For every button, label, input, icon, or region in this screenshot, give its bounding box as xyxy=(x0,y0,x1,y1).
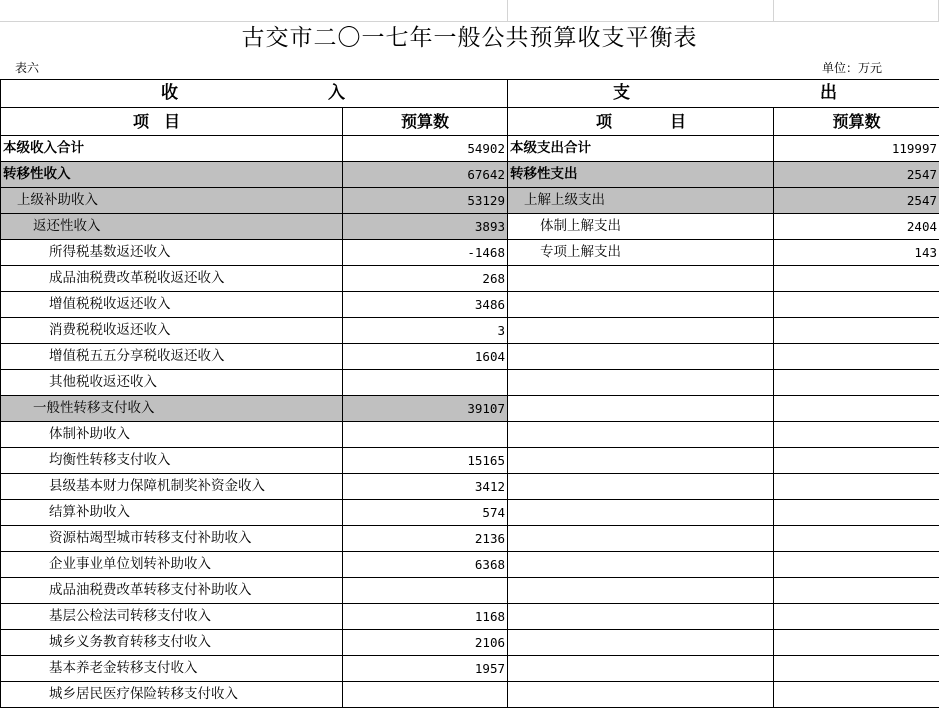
expense-label-cell[interactable] xyxy=(508,292,774,318)
expense-label-cell[interactable]: 转移性支出 xyxy=(508,162,774,188)
expense-label-cell[interactable] xyxy=(508,448,774,474)
income-value-cell[interactable] xyxy=(343,422,508,448)
expense-label-cell[interactable]: 体制上解支出 xyxy=(508,214,774,240)
income-label-cell[interactable]: 消费税税收返还收入 xyxy=(1,318,343,344)
income-value-cell[interactable]: 53129 xyxy=(343,188,508,214)
expense-value-cell[interactable]: 143 xyxy=(774,240,939,266)
expense-label-cell[interactable] xyxy=(508,474,774,500)
income-value-cell[interactable]: 3893 xyxy=(343,214,508,240)
table-row xyxy=(1,318,939,344)
income-label-cell[interactable]: 上级补助收入 xyxy=(1,188,343,214)
expense-label-cell[interactable] xyxy=(508,578,774,604)
table-row xyxy=(1,240,939,266)
income-value-cell[interactable]: 15165 xyxy=(343,448,508,474)
expense-value-cell[interactable]: 2547 xyxy=(774,162,939,188)
income-label-cell[interactable]: 增值税税收返还收入 xyxy=(1,292,343,318)
income-label-cell[interactable]: 返还性收入 xyxy=(1,214,343,240)
expense-value-cell[interactable] xyxy=(774,448,939,474)
expense-label-cell[interactable] xyxy=(508,318,774,344)
income-header-char-1: 收 xyxy=(161,83,178,103)
income-value-cell[interactable]: 67642 xyxy=(343,162,508,188)
income-value-cell[interactable]: 1957 xyxy=(343,656,508,682)
table-row xyxy=(1,500,939,526)
expense-value-cell[interactable] xyxy=(774,630,939,656)
expense-label-cell[interactable] xyxy=(508,396,774,422)
table-row xyxy=(1,214,939,240)
table-row xyxy=(1,474,939,500)
income-label-cell[interactable]: 其他税收返还收入 xyxy=(1,370,343,396)
expense-label-cell[interactable]: 专项上解支出 xyxy=(508,240,774,266)
income-budget-header[interactable]: 预算数 xyxy=(343,108,508,136)
income-label-cell[interactable]: 所得税基数返还收入 xyxy=(1,240,343,266)
budget-balance-table xyxy=(0,79,939,708)
expense-section-header[interactable] xyxy=(508,80,939,108)
income-label-cell[interactable]: 县级基本财力保障机制奖补资金收入 xyxy=(1,474,343,500)
income-value-cell[interactable]: 3412 xyxy=(343,474,508,500)
table-row xyxy=(1,578,939,604)
income-label-cell[interactable]: 基本养老金转移支付收入 xyxy=(1,656,343,682)
income-label-cell[interactable]: 本级收入合计 xyxy=(1,136,343,162)
table-row xyxy=(1,682,939,708)
expense-value-cell[interactable] xyxy=(774,266,939,292)
income-value-cell[interactable] xyxy=(343,682,508,708)
income-value-cell[interactable]: 39107 xyxy=(343,396,508,422)
table-row xyxy=(1,448,939,474)
income-value-cell[interactable]: 1168 xyxy=(343,604,508,630)
income-label-cell[interactable]: 城乡义务教育转移支付收入 xyxy=(1,630,343,656)
item-header-char-2: 目 xyxy=(163,112,180,131)
expense-label-cell[interactable]: 本级支出合计 xyxy=(508,136,774,162)
expense-value-cell[interactable] xyxy=(774,500,939,526)
expense-value-cell[interactable] xyxy=(774,604,939,630)
expense-value-cell[interactable] xyxy=(774,526,939,552)
income-value-cell[interactable]: 1604 xyxy=(343,344,508,370)
income-value-cell[interactable]: -1468 xyxy=(343,240,508,266)
expense-label-cell[interactable] xyxy=(508,604,774,630)
income-label-cell[interactable]: 成品油税费改革税收返还收入 xyxy=(1,266,343,292)
expense-label-cell[interactable] xyxy=(508,266,774,292)
expense-label-cell[interactable] xyxy=(508,552,774,578)
expense-label-cell[interactable]: 上解上级支出 xyxy=(508,188,774,214)
income-label-cell[interactable]: 基层公检法司转移支付收入 xyxy=(1,604,343,630)
expense-value-cell[interactable] xyxy=(774,578,939,604)
expense-value-cell[interactable] xyxy=(774,396,939,422)
table-row xyxy=(1,266,939,292)
income-value-cell[interactable]: 268 xyxy=(343,266,508,292)
sheet-grid-top xyxy=(0,0,939,22)
table-row xyxy=(1,188,939,214)
expense-label-cell[interactable] xyxy=(508,500,774,526)
expense-label-cell[interactable] xyxy=(508,630,774,656)
expense-value-cell[interactable]: 2547 xyxy=(774,188,939,214)
table-row xyxy=(1,656,939,682)
expense-label-cell[interactable] xyxy=(508,344,774,370)
expense-value-cell[interactable] xyxy=(774,318,939,344)
income-header-char-2: 入 xyxy=(328,83,345,103)
income-value-cell[interactable]: 54902 xyxy=(343,136,508,162)
expense-value-cell[interactable] xyxy=(774,344,939,370)
income-item-header[interactable] xyxy=(1,108,343,136)
table-row xyxy=(1,162,939,188)
table-row xyxy=(1,630,939,656)
table-row xyxy=(1,136,939,162)
income-label-cell[interactable]: 企业事业单位划转补助收入 xyxy=(1,552,343,578)
expense-label-cell[interactable] xyxy=(508,656,774,682)
table-row xyxy=(1,370,939,396)
unit-label: 单位：万元 xyxy=(822,61,883,75)
table-row xyxy=(1,422,939,448)
expense-value-cell[interactable] xyxy=(774,292,939,318)
expense-value-cell[interactable] xyxy=(774,656,939,682)
item-header-char-1: 项 xyxy=(133,112,150,131)
income-label-cell[interactable]: 均衡性转移支付收入 xyxy=(1,448,343,474)
expense-label-cell[interactable] xyxy=(508,526,774,552)
income-value-cell[interactable]: 6368 xyxy=(343,552,508,578)
income-value-cell[interactable]: 3486 xyxy=(343,292,508,318)
page-title: 古交市二〇一七年一般公共预算收支平衡表 xyxy=(241,25,698,51)
income-value-cell[interactable]: 2106 xyxy=(343,630,508,656)
income-value-cell[interactable] xyxy=(343,370,508,396)
income-label-cell[interactable]: 结算补助收入 xyxy=(1,500,343,526)
expense-value-cell[interactable] xyxy=(774,370,939,396)
expense-value-cell[interactable] xyxy=(774,552,939,578)
table-row xyxy=(1,604,939,630)
income-label-cell[interactable]: 一般性转移支付收入 xyxy=(1,396,343,422)
income-label-cell[interactable]: 资源枯竭型城市转移支付补助收入 xyxy=(1,526,343,552)
table-row xyxy=(1,344,939,370)
income-value-cell[interactable]: 3 xyxy=(343,318,508,344)
table-row xyxy=(1,552,939,578)
sub-header-row xyxy=(0,54,939,79)
expense-label-cell[interactable] xyxy=(508,370,774,396)
expense-header-char-2: 出 xyxy=(820,83,837,103)
expense-value-cell[interactable] xyxy=(774,474,939,500)
table-row xyxy=(1,292,939,318)
income-value-cell[interactable]: 574 xyxy=(343,500,508,526)
table-row xyxy=(1,396,939,422)
item-header-char-2: 目 xyxy=(669,112,686,131)
expense-value-cell[interactable]: 2404 xyxy=(774,214,939,240)
table-row xyxy=(1,526,939,552)
item-header-char-1: 项 xyxy=(596,112,613,131)
expense-value-cell[interactable] xyxy=(774,422,939,448)
expense-value-cell[interactable] xyxy=(774,682,939,708)
income-label-cell[interactable]: 转移性收入 xyxy=(1,162,343,188)
income-value-cell[interactable]: 2136 xyxy=(343,526,508,552)
header-row-section xyxy=(1,80,939,108)
income-section-header[interactable] xyxy=(1,80,508,108)
expense-budget-header[interactable]: 预算数 xyxy=(774,108,939,136)
expense-value-cell[interactable]: 119997 xyxy=(774,136,939,162)
income-label-cell[interactable]: 城乡居民医疗保险转移支付收入 xyxy=(1,682,343,708)
header-row-columns xyxy=(1,108,939,136)
income-label-cell[interactable]: 成品油税费改革转移支付补助收入 xyxy=(1,578,343,604)
expense-label-cell[interactable] xyxy=(508,422,774,448)
income-label-cell[interactable]: 体制补助收入 xyxy=(1,422,343,448)
expense-item-header[interactable] xyxy=(508,108,774,136)
income-label-cell[interactable]: 增值税五五分享税收返还收入 xyxy=(1,344,343,370)
expense-header-char-1: 支 xyxy=(613,83,630,103)
expense-label-cell[interactable] xyxy=(508,682,774,708)
table-number: 表六 xyxy=(15,61,40,75)
income-value-cell[interactable] xyxy=(343,578,508,604)
